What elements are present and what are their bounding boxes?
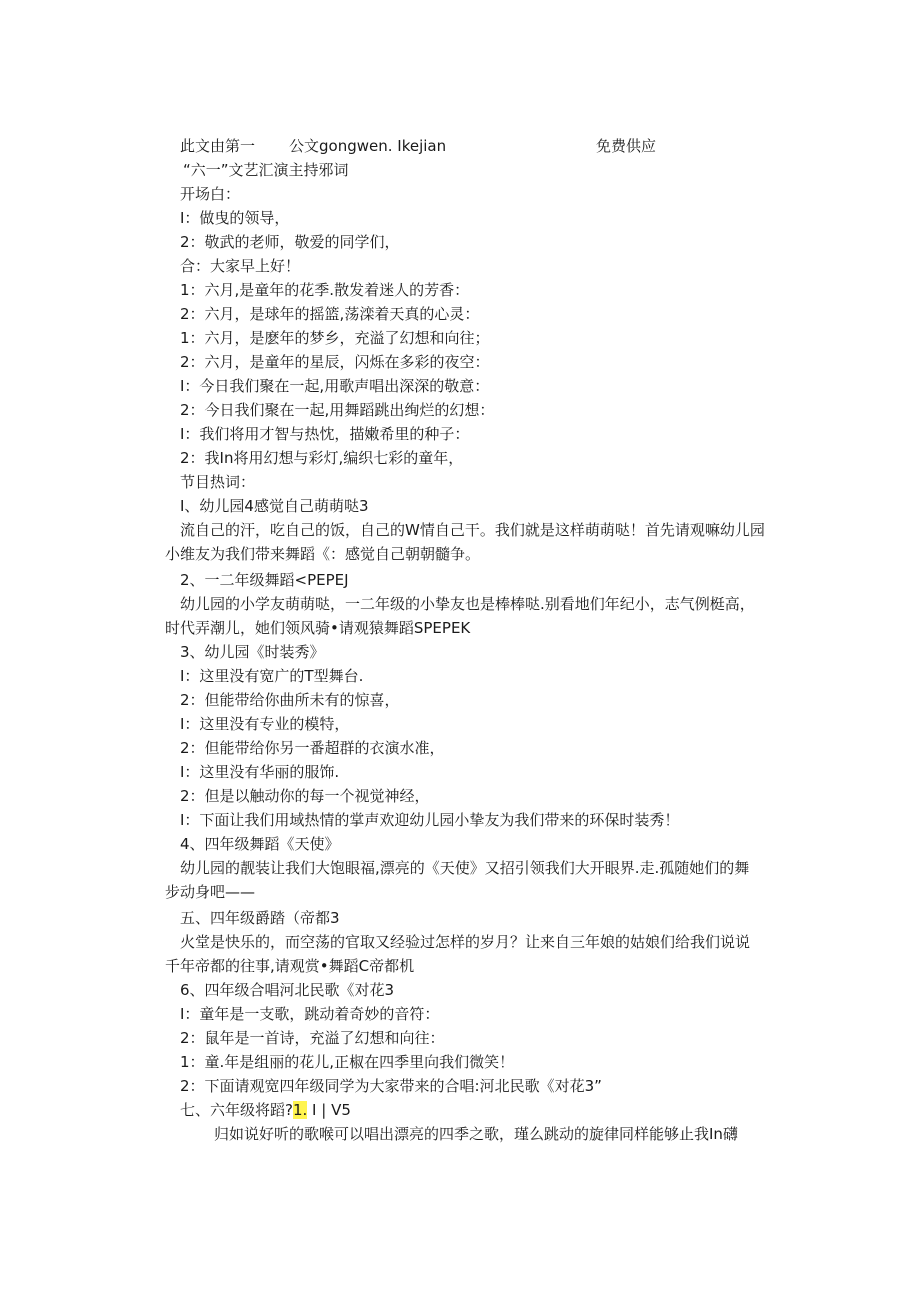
body-line: 流自己的汗，吃自己的饭，自己的W情自己干。我们就是这样萌萌哒！首先请观嘛幼儿园	[180, 521, 765, 539]
body-line: I：今日我们聚在一起,用歌声唱出深深的敬意：	[180, 377, 490, 395]
body-line: 火堂是快乐的，而空荡的官取又经验过怎样的岁月？让来自三年娘的姑娘们给我们说说	[180, 933, 751, 951]
body-line: 2：我In将用幻想与彩灯,编织七彩的童年，	[180, 449, 464, 467]
body-line: 2：六月，是球年的摇篮,荡滦着天真的心灵：	[180, 305, 480, 323]
body-line: 时代弄潮儿，她们领风骑•请观猿舞蹈SPEPEK	[165, 619, 471, 637]
body-line: 幼儿园的小学友萌萌哒，一二年级的小挚友也是棒棒哒.别看地们年纪小，志气例梃高，	[180, 595, 755, 613]
section-heading: 节目热词：	[180, 473, 256, 491]
body-line: 2：但能带给你另一番超群的衣演水准，	[180, 739, 445, 757]
program-item-1: I、幼儿园4感觉自己萌萌哒3	[180, 497, 369, 515]
program-item-6: 6、四年级合唱河北民歌《对花3	[180, 981, 395, 999]
body-line: 开场白：	[180, 185, 241, 203]
body-line: I：做曳的领导，	[180, 209, 290, 227]
body-line: 1：六月，是麽年的梦乡，充溢了幻想和向往；	[180, 329, 490, 347]
body-line: I：下面让我们用域热情的掌声欢迎幼儿园小挚友为我们带来的环保时装秀！	[180, 811, 680, 829]
header-right: 免费供应	[596, 137, 657, 155]
body-line: 2：但是以触动你的每一个视觉神经，	[180, 787, 430, 805]
document-title: “六一”文艺汇演主持邪词	[183, 161, 349, 179]
program-item-5: 五、四年级爵踏（帝都3	[180, 909, 340, 927]
program-item-3: 3、幼儿园《时装秀》	[180, 643, 325, 661]
body-line: 步动身吧——	[165, 883, 256, 901]
body-line: 2：今日我们聚在一起,用舞蹈跳出绚烂的幻想：	[180, 401, 495, 419]
body-line: 千年帝都的往事,请观赏•舞蹈C帝都机	[165, 957, 415, 975]
body-line: 小维友为我们带来舞蹈《：感觉自己朝朝髓争。	[165, 545, 481, 563]
body-line: I：我们将用才智与热忱，描嫩希里的种子：	[180, 425, 470, 443]
body-line: 1：童.年是组丽的花儿,正椒在四季里向我们微笑！	[180, 1053, 515, 1071]
body-line: 2：但能带给你曲所未有的惊喜，	[180, 691, 400, 709]
header-left: 此文由第一	[180, 137, 256, 155]
body-line: I：这里没有专业的模特，	[180, 715, 350, 733]
program-item-7-prefix: 七、六年级将蹈?	[180, 1101, 293, 1119]
program-item-7-suffix: I | V5	[307, 1101, 351, 1119]
body-line: I：这里没有宽广的T型舞台.	[180, 667, 364, 685]
body-line: 合：大家早上好！	[180, 257, 301, 275]
body-line: 幼儿园的靓装让我们大饱眼福,漂亮的《天使》又招引领我们大开眼界.走.孤随她们的舞	[180, 859, 750, 877]
body-line: 2：下面请观宽四年级同学为大家带来的合唱:河北民歌《对花3”	[180, 1077, 602, 1095]
program-item-2: 2、一二年级舞蹈<PEPEJ	[180, 571, 349, 589]
body-line: 2：鼠年是一首诗，充溢了幻想和向往：	[180, 1029, 445, 1047]
program-item-7	[180, 1100, 351, 1120]
body-line: 2：敬武的老师，敬爱的同学们，	[180, 233, 400, 251]
body-line: 归如说好听的歌喉可以唱出漂亮的四季之歌，瑾么跳动的旋律同样能够止我In礴	[214, 1125, 738, 1143]
program-item-4: 4、四年级舞蹈《天使》	[180, 835, 340, 853]
highlighted-text: 1.	[292, 1101, 308, 1119]
header-middle: 公文gongwen. Ikejian	[289, 137, 447, 155]
body-line: 1：六月,是童年的花季.散发着迷人的芳香：	[180, 281, 470, 299]
body-line: I：童年是一支歌，跳动着奇妙的音符：	[180, 1005, 440, 1023]
body-line: 2：六月，是童年的星辰，闪烁在多彩的夜空：	[180, 353, 490, 371]
body-line: I：这里没有华丽的服饰.	[180, 763, 340, 781]
